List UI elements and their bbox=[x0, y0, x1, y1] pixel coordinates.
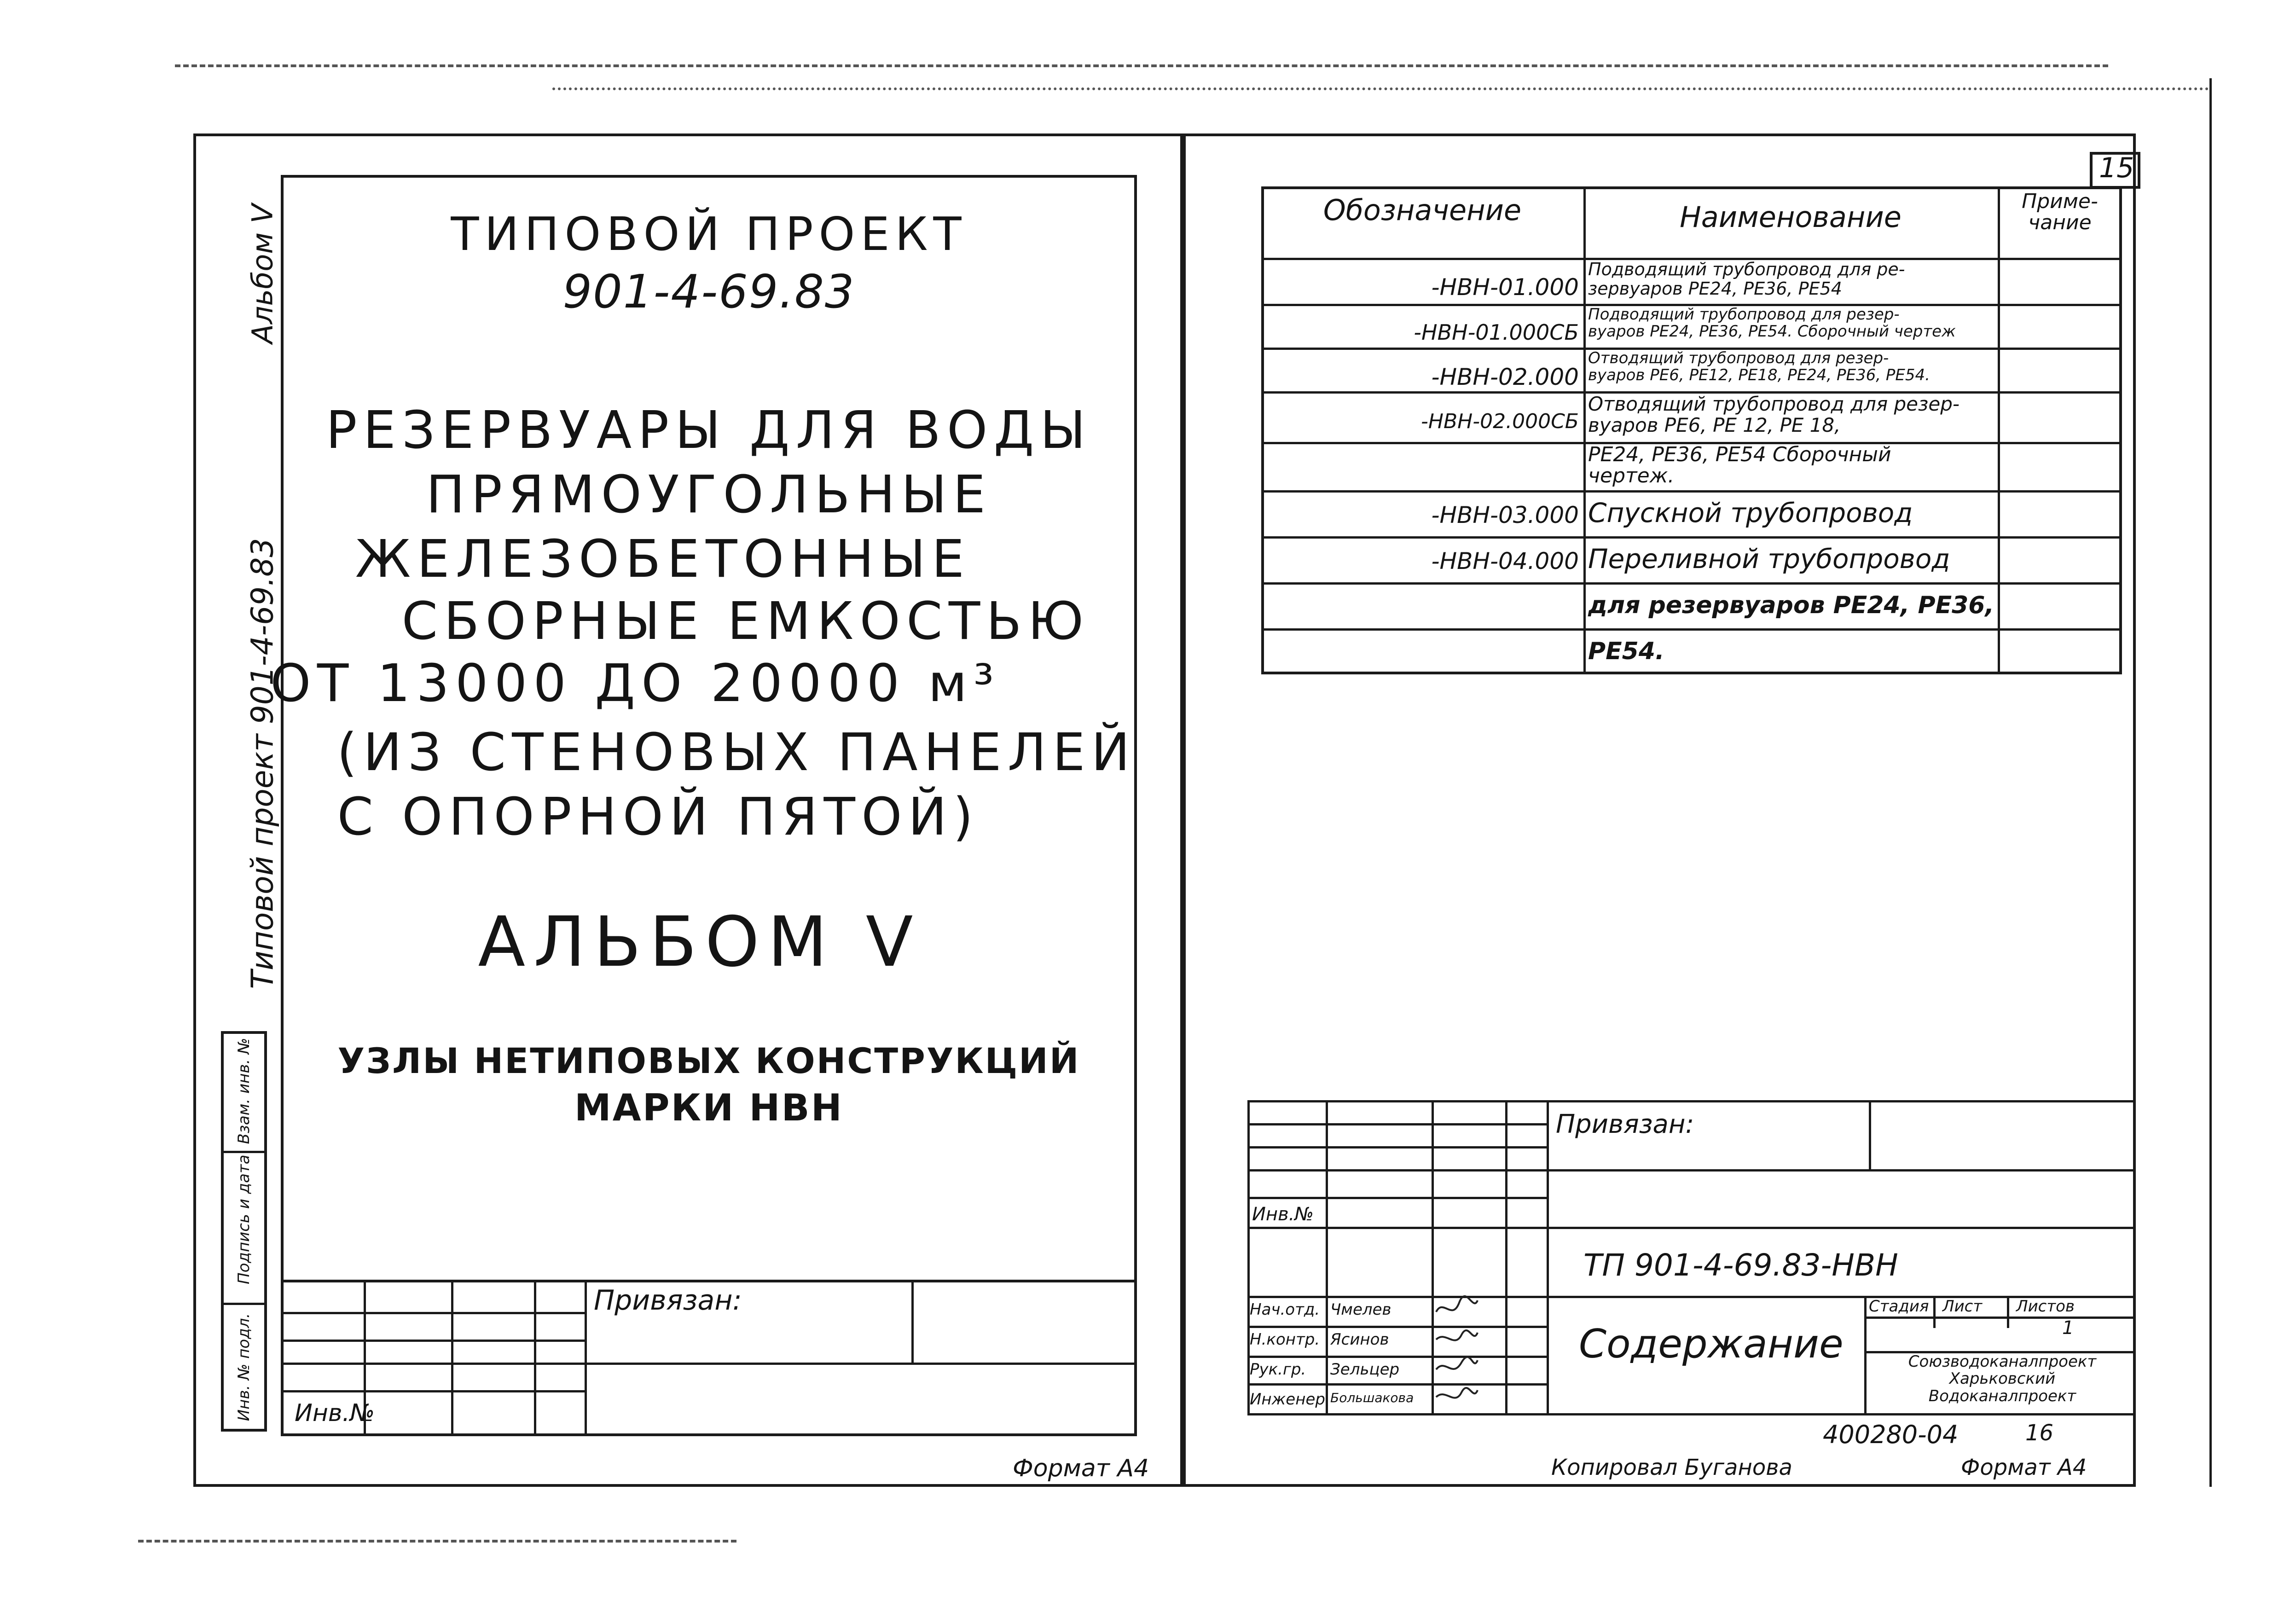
signature-2 bbox=[1436, 1330, 1478, 1340]
contents-row-line-8 bbox=[1261, 628, 2122, 631]
title-line-7: С ОПОРНОЙ ПЯТОЙ) bbox=[337, 787, 980, 847]
row-1-name: Подводящий трубопровод для ре- зервуаров РЕ24, РЕ36, РЕ54 bbox=[1588, 259, 1905, 299]
left-stamp-h2 bbox=[281, 1340, 585, 1342]
row-3-code: -НВН-02.000 bbox=[1431, 364, 1579, 390]
title-tipovoy-proekt: ТИПОВОЙ ПРОЕКТ bbox=[451, 207, 967, 261]
titleblock-h-stage bbox=[1864, 1317, 2136, 1319]
copied-by: Копировал Буганова bbox=[1551, 1455, 1792, 1480]
right-outer-edge bbox=[2209, 78, 2212, 1487]
contents-row-line-5 bbox=[1261, 490, 2122, 493]
sheet-title: Содержание bbox=[1579, 1321, 1844, 1367]
sheets-total: 1 bbox=[2062, 1317, 2074, 1339]
row-7-code: -НВН-04.000 bbox=[1431, 548, 1579, 574]
row-4-code: -НВН-02.000СБ bbox=[1421, 410, 1579, 433]
side-project-label: Типовой проект 901-4-69.83 bbox=[244, 538, 280, 989]
title-line-1: РЕЗЕРВУАРЫ ДЛЯ ВОДЫ bbox=[326, 400, 1092, 460]
left-inv-number: Инв.№ bbox=[295, 1399, 375, 1427]
signer-role-1: Нач.отд. bbox=[1250, 1300, 1320, 1319]
side-stamp-div-1 bbox=[221, 1151, 267, 1153]
side-stamp-inv: Инв. № подл. bbox=[235, 1313, 253, 1421]
title-line-4: СБОРНЫЕ ЕМКОСТЬЮ bbox=[401, 592, 1090, 651]
row-2-name: Подводящий трубопровод для резер- вуаров РЕ24, РЕ36, РЕ54. Сборочный чертеж bbox=[1588, 305, 1956, 341]
signer-role-3: Рук.гр. bbox=[1250, 1360, 1306, 1379]
col-head-stage: Стадия bbox=[1869, 1297, 1929, 1316]
right-inv-number: Инв.№ bbox=[1252, 1204, 1314, 1225]
titleblock-col-sheet bbox=[1933, 1296, 1936, 1328]
left-stamp-h4 bbox=[281, 1390, 585, 1392]
titleblock-h8 bbox=[1247, 1356, 1547, 1358]
album-number: АЛЬБОМ V bbox=[478, 902, 922, 982]
row-9-name: РЕ54. bbox=[1588, 638, 1664, 665]
title-project-number: 901-4-69.83 bbox=[562, 265, 855, 319]
titleblock-h9 bbox=[1247, 1383, 1547, 1386]
titleblock-h6 bbox=[1247, 1296, 2136, 1298]
row-1-code: -НВН-01.000 bbox=[1431, 274, 1579, 301]
col-header-oboznachenie: Обозначение bbox=[1323, 193, 1522, 227]
order-number: 400280-04 bbox=[1823, 1420, 1959, 1449]
title-line-2: ПРЯМОУГОЛЬНЫЕ bbox=[426, 465, 992, 525]
col-head-sheet: Лист bbox=[1942, 1297, 1983, 1316]
left-privyazan: Привязан: bbox=[594, 1284, 742, 1317]
col-header-naimenovanie: Наименование bbox=[1680, 200, 1902, 234]
page-number: 15 bbox=[2099, 152, 2134, 184]
right-privyazan: Привязан: bbox=[1556, 1109, 1694, 1139]
titleblock-h7 bbox=[1247, 1326, 1547, 1328]
titleblock-col-e bbox=[1869, 1100, 1871, 1169]
left-stamp-v2 bbox=[451, 1280, 453, 1436]
title-line-5: ОТ 13000 ДО 20000 м³ bbox=[270, 654, 1000, 713]
signature-3 bbox=[1436, 1357, 1478, 1369]
subtitle-marki: МАРКИ НВН bbox=[574, 1086, 844, 1129]
titleblock-h3 bbox=[1247, 1169, 2136, 1172]
titleblock-col-d bbox=[1547, 1100, 1549, 1413]
signer-role-4: Инженер bbox=[1250, 1390, 1325, 1409]
right-format: Формат А4 bbox=[1961, 1455, 2087, 1480]
scan-dash-top bbox=[175, 64, 2108, 67]
row-7-name: Переливной трубопровод bbox=[1588, 543, 1950, 574]
titleblock-h4 bbox=[1247, 1197, 1547, 1199]
signature-1 bbox=[1436, 1296, 1478, 1312]
signatures bbox=[1434, 1293, 1480, 1413]
titleblock-h2 bbox=[1247, 1146, 1547, 1148]
row-6-code: -НВН-03.000 bbox=[1431, 502, 1579, 528]
left-stamp-v4 bbox=[585, 1280, 587, 1436]
contents-row-line-7 bbox=[1261, 582, 2122, 585]
row-5-name: РЕ24, РЕ36, РЕ54 Сборочный чертеж. bbox=[1588, 443, 1891, 488]
left-stamp-h1 bbox=[281, 1312, 585, 1314]
signer-name-1: Чмелев bbox=[1330, 1300, 1391, 1319]
scan-dash-top-2 bbox=[552, 87, 2209, 90]
signer-name-2: Ясинов bbox=[1330, 1330, 1389, 1349]
side-stamp-podpis: Подпись и дата bbox=[235, 1154, 253, 1284]
titleblock-h1 bbox=[1247, 1123, 1547, 1125]
signature-4 bbox=[1436, 1388, 1478, 1398]
titleblock-top bbox=[1247, 1100, 2136, 1102]
scan-dash-bottom bbox=[138, 1540, 736, 1543]
signer-role-2: Н.контр. bbox=[1250, 1330, 1320, 1349]
row-3-name: Отводящий трубопровод для резер- вуаров РЕ6, РЕ12, РЕ18, РЕ24, РЕ36, РЕ54. bbox=[1588, 349, 1930, 385]
side-stamp-div-2 bbox=[221, 1303, 267, 1305]
signer-name-3: Зельцер bbox=[1330, 1360, 1400, 1379]
contents-row-line-6 bbox=[1261, 536, 2122, 539]
organization: Союзводоканалпроект Харьковский Водоканалпроект bbox=[1908, 1352, 2097, 1405]
side-album-label: Альбом V bbox=[245, 203, 279, 344]
left-format: Формат А4 bbox=[1013, 1455, 1149, 1482]
side-stamp-vzam: Взам. инв. № bbox=[235, 1038, 253, 1144]
title-line-3: ЖЕЛЕЗОБЕТОННЫЕ bbox=[355, 529, 971, 589]
titleblock-col-stage bbox=[1864, 1296, 1867, 1413]
signer-name-4: Большакова bbox=[1330, 1390, 1414, 1405]
left-stamp-v3 bbox=[534, 1280, 536, 1436]
row-8-name: для резервуаров РЕ24, РЕ36, bbox=[1588, 592, 1994, 619]
subtitle-uzly: УЗЛЫ НЕТИПОВЫХ КОНСТРУКЦИЙ bbox=[337, 1040, 1080, 1081]
left-stamp-h3 bbox=[281, 1363, 1137, 1365]
order-sheet: 16 bbox=[2025, 1420, 2054, 1446]
titleblock-bottom bbox=[1247, 1413, 2136, 1415]
col-header-primechanie: Приме- чание bbox=[2022, 190, 2098, 235]
row-4-name: Отводящий трубопровод для резер- вуаров РЕ6, РЕ 12, РЕ 18, bbox=[1588, 393, 1960, 437]
designation-code: ТП 901-4-69.83-НВН bbox=[1583, 1247, 1898, 1283]
row-2-code: -НВН-01.000СБ bbox=[1414, 320, 1579, 345]
row-6-name: Спускной трубопровод bbox=[1588, 497, 1913, 528]
titleblock-col-sheets bbox=[2007, 1296, 2009, 1328]
col-head-sheets: Листов bbox=[2016, 1297, 2075, 1316]
title-line-6: (ИЗ СТЕНОВЫХ ПАНЕЛЕЙ bbox=[336, 723, 1136, 783]
left-stamp-v5 bbox=[911, 1280, 914, 1363]
titleblock-h5 bbox=[1247, 1227, 2136, 1229]
